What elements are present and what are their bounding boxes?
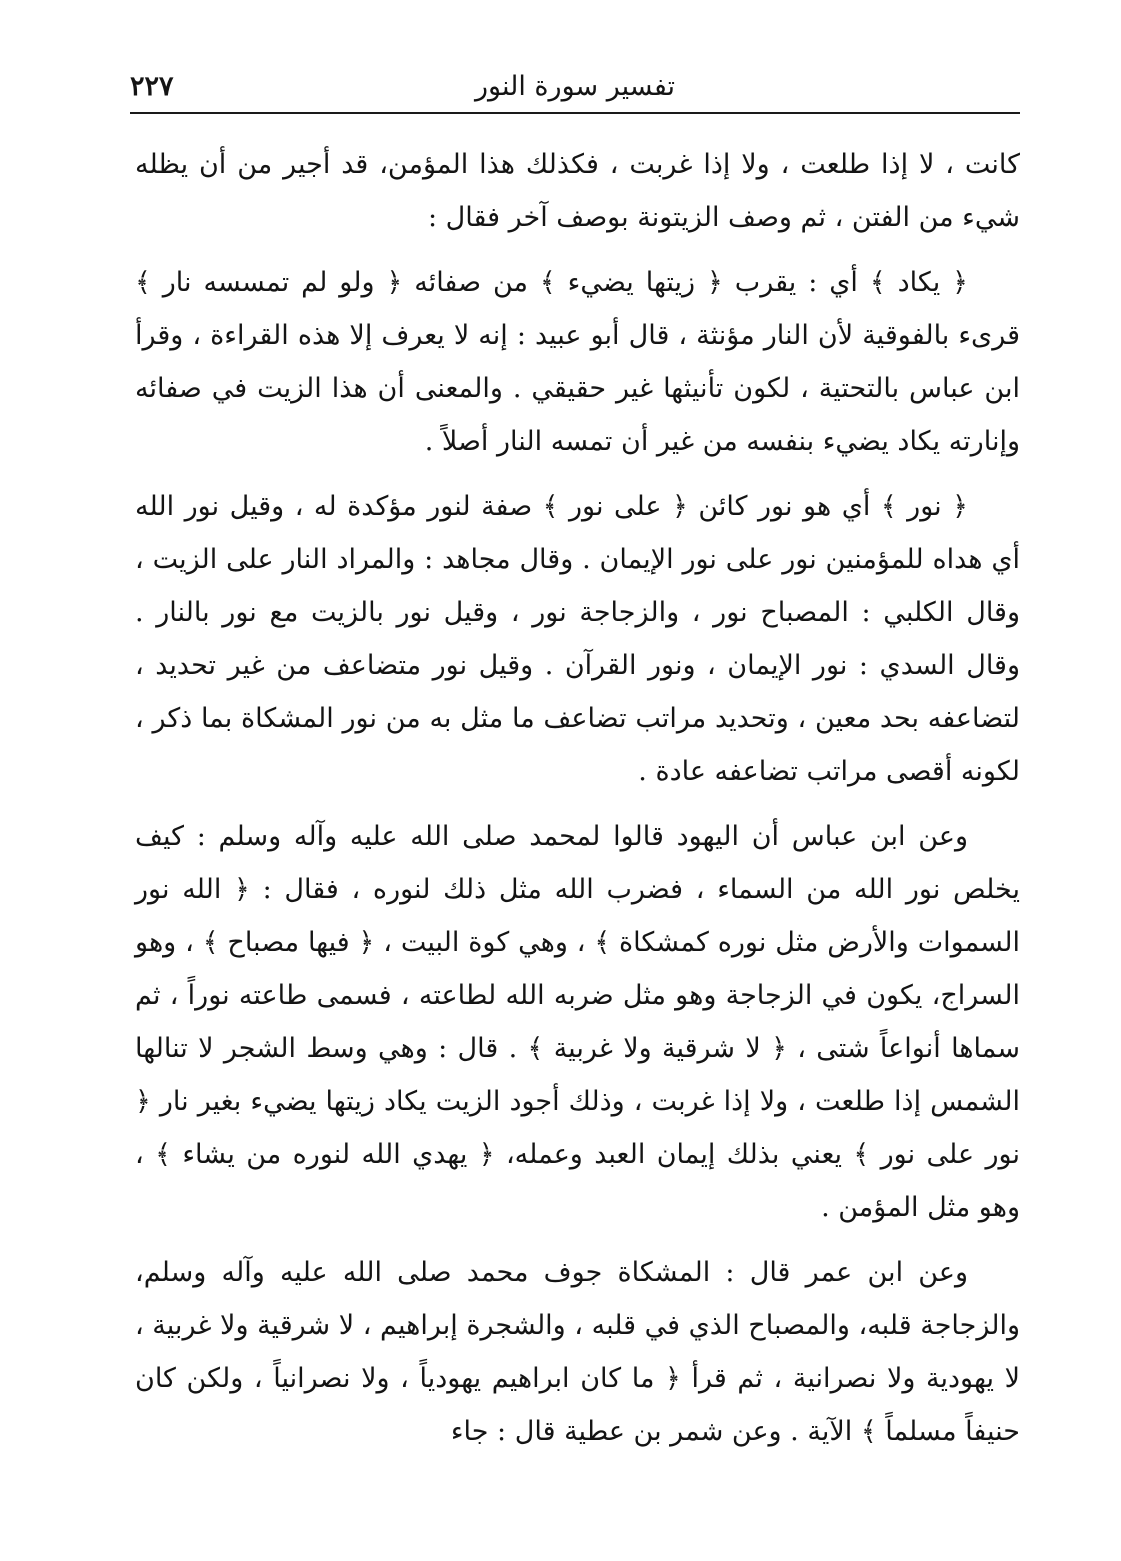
page-number: ٢٢٧ [130,71,174,102]
paragraph-1: كانت ، لا إذا طلعت ، ولا إذا غربت ، فكذلك هذا المؤمن، قد أجير من أن يظله شيء من الفتن ، ثم وصف الزيتونة بوصف آخر فقال : [135,149,1020,233]
body-text [135,138,1020,1470]
paragraph-5: وعن ابن عمر قال : المشكاة جوف محمد صلى الله عليه وآله وسلم، والزجاجة قلبه، والمصباح الذي في قلبه ، والشجرة إبراهيم ، لا شرقية ولا غربية ، لا يهودية ولا نصرانية ، ثم قرأ ﴿ ما كان ابراهيم يهودياً ، ولا نصرانياً ، ولكن كان حنيفاً مسلماً ﴾ الآية . وعن شمر بن عطية قال : جاء [135,1257,1020,1447]
running-header [130,66,1020,108]
header-divider [130,112,1020,114]
running-title: تفسير سورة النور [474,71,676,102]
paragraph-4: وعن ابن عباس أن اليهود قالوا لمحمد صلى الله عليه وآله وسلم : كيف يخلص نور الله من السماء ، فضرب الله مثل ذلك لنوره ، فقال : ﴿ الله نور السموات والأرض مثل نوره كمشكاة ﴾ ، وهي كوة البيت ، ﴿ فيها مصباح ﴾ ، وهو السراج، يكون في الزجاجة وهو مثل ضربه الله لطاعته ، فسمى طاعته نوراً ، ثم سماها أنواعاً شتى ، ﴿ لا شرقية ولا غربية ﴾ . قال : وهي وسط الشجر لا تنالها الشمس إذا طلعت ، ولا إذا غربت ، وذلك أجود الزيت يكاد زيتها يضيء بغير نار ﴿ نور على نور ﴾ يعني بذلك إيمان العبد وعمله، ﴿ يهدي الله لنوره من يشاء ﴾ ، وهو مثل المؤمن . [135,821,1020,1223]
paragraph-3: ﴿ نور ﴾ أي هو نور كائن ﴿ على نور ﴾ صفة لنور مؤكدة له ، وقيل نور الله أي هداه للمؤمنين نور على نور الإيمان . وقال مجاهد : والمراد النار على الزيت ، وقال الكلبي : المصباح نور ، والزجاجة نور ، وقيل نور بالزيت مع نور بالنار . وقال السدي : نور الإيمان ، ونور القرآن . وقيل نور متضاعف من غير تحديد ، لتضاعفه بحد معين ، وتحديد مراتب تضاعف ما مثل به من نور المشكاة بما ذكر ، لكونه أقصى مراتب تضاعفه عادة . [135,491,1020,787]
paragraph-2: ﴿ يكاد ﴾ أي : يقرب ﴿ زيتها يضيء ﴾ من صفائه ﴿ ولو لم تمسسه نار ﴾ قرىء بالفوقية لأن النار مؤنثة ، قال أبو عبيد : إنه لا يعرف إلا هذه القراءة ، وقرأ ابن عباس بالتحتية ، لكون تأنيثها غير حقيقي . والمعنى أن هذا الزيت في صفائه وإنارته يكاد يضيء بنفسه من غير أن تمسه النار أصلاً . [135,267,1020,457]
